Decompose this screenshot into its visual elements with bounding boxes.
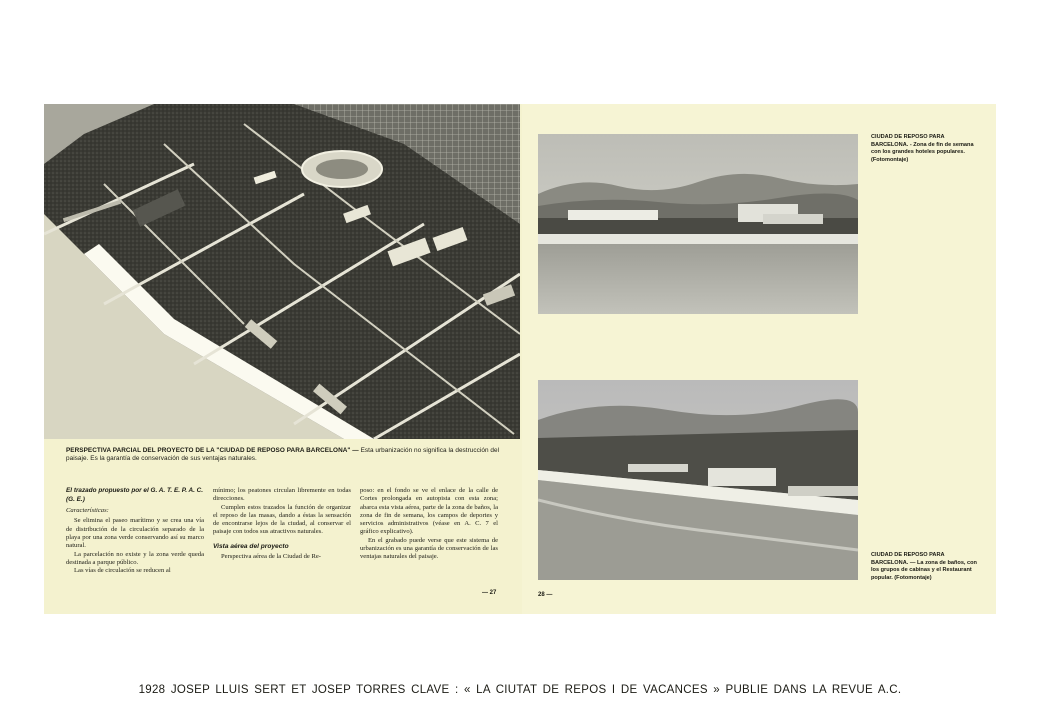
left-magazine-page [44,104,522,614]
caption-bold-title: PERSPECTIVA PARCIAL DEL PROYECTO DE LA "CIUDAD DE REPOSO PARA BARCELONA" — [66,447,359,454]
right-magazine-page [522,104,996,614]
column-subheading: Vista aérea del proyecto [213,542,289,550]
aerial-perspective-drawing [44,104,520,439]
paragraph: Las vías de circulación se reducen al [74,567,171,575]
footer-caption: 1928 JOSEP LLUIS SERT ET JOSEP TORRES CLAVE : « LA CIUTAT DE REPOS I DE VACANCES » PUBLIE DANS LA REVUE A.C. [138,684,902,696]
text-column-1 [66,487,204,576]
text-column-2 [213,487,351,561]
paragraph: Perspectiva aérea de la Ciudad de Re- [221,553,321,561]
paragraph: Se elimina el paseo marítimo y se crea una vía de distribución de la circulación separado de la playa por una zona verde conservando así su marco natural. [66,517,204,550]
paragraph: poso: en el fondo se ve el enlace de la calle de Cortes prolongada en autopista con esta zona; abarca esta vista aérea, parte de la zona de baños, la zona de fin de semana, los campos de deportes y servicios administrativos (véase en A. C. 7 el gráfico explicativo). [360,487,498,536]
paragraph: La parcelación no existe y la zona verde queda destinada a parque público. [66,550,204,566]
column-subheading: Características: [66,507,109,515]
photo2-caption: CIUDAD DE REPOSO PARA BARCELONA. — La zona de baños, con los grupos de cabinas y el Restaurant popular. (Fotomontaje) [871,552,977,581]
bathing-zone-photomontage [538,380,858,580]
aerial-drawing-caption [66,447,506,464]
page-number: 28 — [538,592,553,598]
paragraph: En el grabado puede verse que este sistema de urbanización es una garantía de conservación de las ventajas naturales del paisaje. [360,536,498,561]
text-column-3 [360,487,498,562]
column-heading: El trazado propuesto por el G. A. T. E. P. A. C. (G. E.) [66,487,204,503]
caption-text: Esta urbanización no significa la destrucción del paisaje. Es la garantía de conservación de sus ventajas naturales. [66,447,500,463]
weekend-zone-photomontage [538,134,858,314]
page-number: — 27 [482,590,497,596]
paragraph: Cumplen estos trazados la función de organizar el reposo de las masas, dando a éstas la sensación de encontrarse lejos de la ciudad, al conservar el paisaje con todos sus atractivos naturales. [213,503,351,536]
photo1-caption: CIUDAD DE REPOSO PARA BARCELONA. - Zona de fin de semana con los grandes hoteles populares. (Fotomontaje) [871,134,974,163]
paragraph: mínimo; los peatones circulan libremente en todas direcciones. [213,487,351,503]
